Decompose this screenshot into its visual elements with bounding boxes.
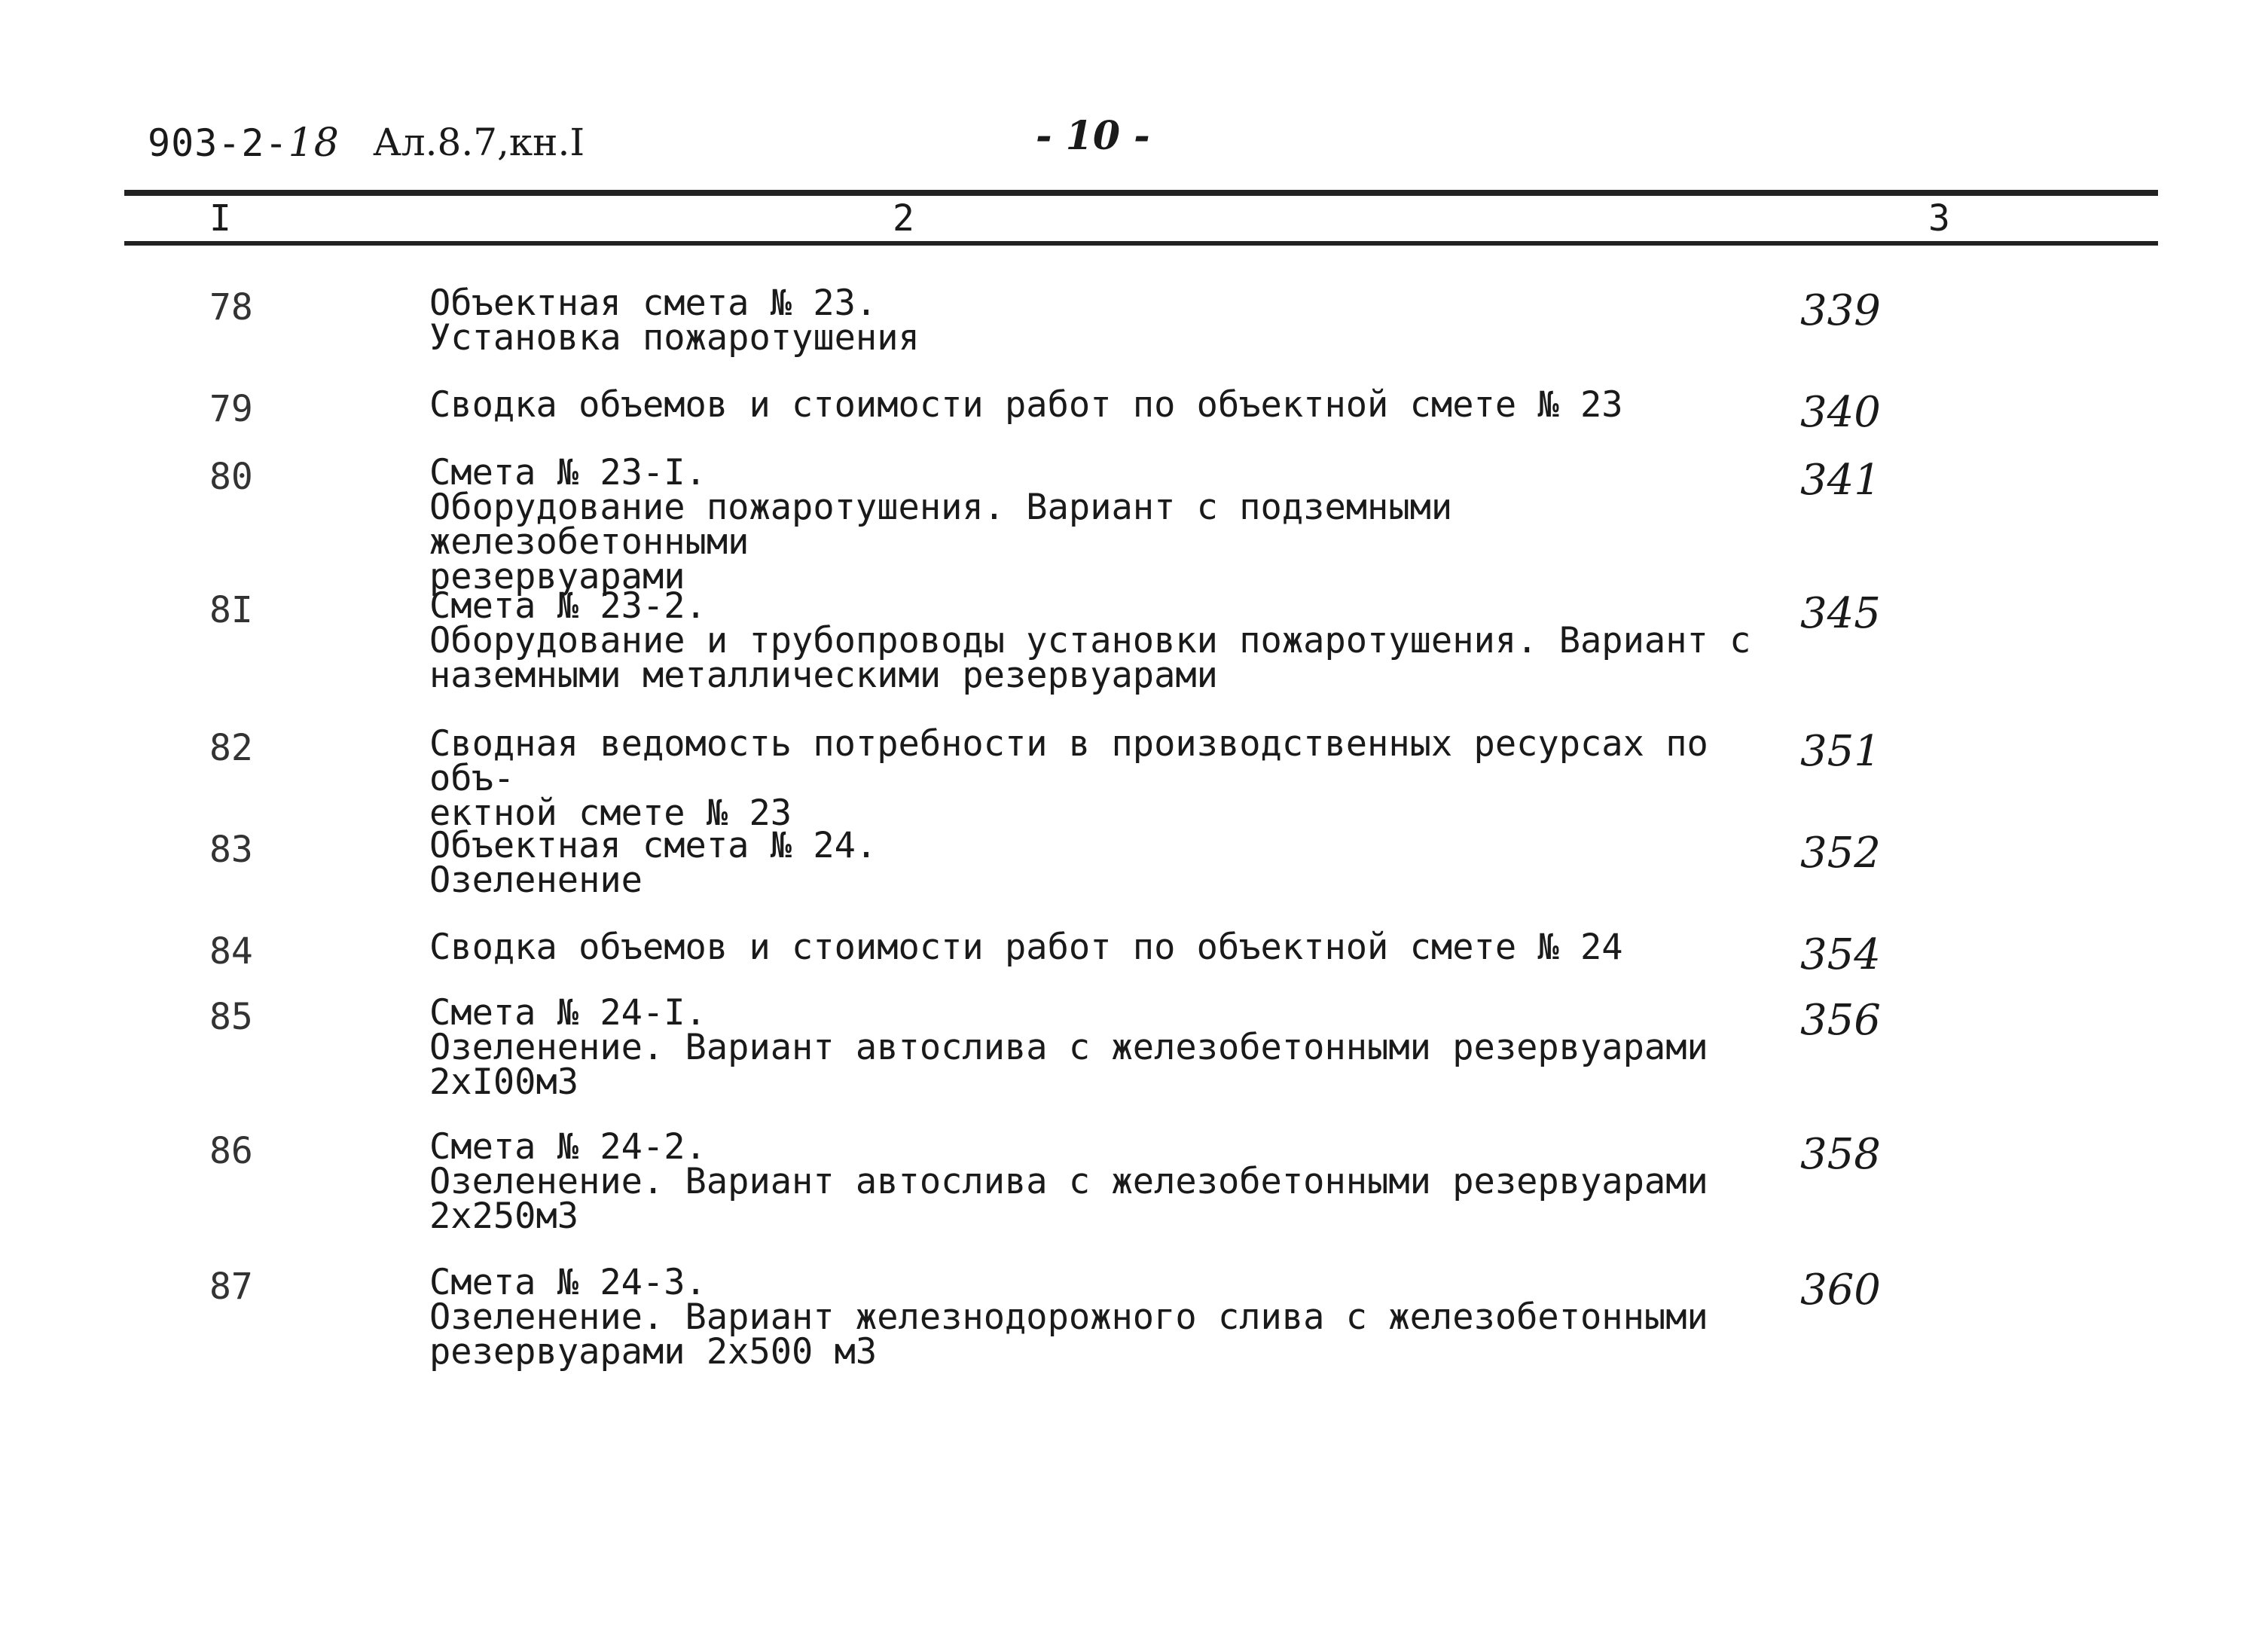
row-page: 339 — [1800, 286, 1881, 335]
column-header-1: I — [209, 197, 231, 240]
table-top-rule — [124, 190, 2158, 196]
row-page: 341 — [1800, 456, 1881, 505]
row-description: Сводка объемов и стоимости работ по объектной смете № 24 — [429, 927, 1623, 968]
row-description: Объектная смета № 24. Озеленение — [429, 825, 878, 901]
row-description: Смета № 24-3. Озеленение. Вариант железнодорожного слива с железобетонными резервуарами 2х500 м3 — [429, 1262, 1708, 1373]
row-description: Объектная смета № 23. Установка пожаротушения — [429, 282, 920, 359]
document-code-prefix: 903-2- — [148, 121, 288, 165]
row-description: Сводная ведомость потребности в производственных ресурсах по объ- ектной смете № 23 — [429, 723, 1708, 834]
row-number: 8I — [209, 589, 253, 631]
row-number: 85 — [209, 996, 253, 1038]
table-header-rule — [124, 241, 2158, 246]
column-header-2: 2 — [893, 197, 914, 240]
row-page: 340 — [1800, 388, 1881, 437]
row-description: Смета № 24-I. Озеленение. Вариант автослива с железобетонными резервуарами 2хI00м3 — [429, 992, 1708, 1103]
row-page: 360 — [1800, 1266, 1881, 1315]
row-description: Смета № 23-I. Оборудование пожаротушения. Вариант с подземными железобетонными резервуарами — [429, 452, 1453, 597]
document-code-handwritten: 18 — [288, 121, 340, 166]
row-number: 78 — [209, 286, 253, 328]
row-number: 82 — [209, 727, 253, 769]
page-number: - 10 - — [1036, 113, 1150, 159]
row-number: 86 — [209, 1130, 253, 1172]
row-description: Смета № 23-2. Оборудование и трубопроводы установки пожаротушения. Вариант с наземными металлическими резервуарами — [429, 585, 1751, 696]
row-description: Смета № 24-2. Озеленение. Вариант автослива с железобетонными резервуарами 2х250м3 — [429, 1126, 1708, 1237]
row-page: 351 — [1800, 727, 1881, 776]
row-page: 356 — [1800, 996, 1881, 1045]
row-page: 358 — [1800, 1130, 1881, 1179]
row-number: 84 — [209, 930, 253, 973]
row-page: 352 — [1800, 829, 1881, 878]
row-page: 354 — [1800, 930, 1881, 979]
row-number: 83 — [209, 829, 253, 871]
row-page: 345 — [1800, 589, 1881, 638]
row-description: Сводка объемов и стоимости работ по объектной смете № 23 — [429, 384, 1623, 426]
row-number: 80 — [209, 456, 253, 498]
document-code — [148, 121, 340, 166]
album-reference: Ал.8.7,кн.I — [373, 121, 585, 164]
row-number: 79 — [209, 388, 253, 430]
row-number: 87 — [209, 1266, 253, 1308]
column-header-3: 3 — [1928, 197, 1950, 240]
